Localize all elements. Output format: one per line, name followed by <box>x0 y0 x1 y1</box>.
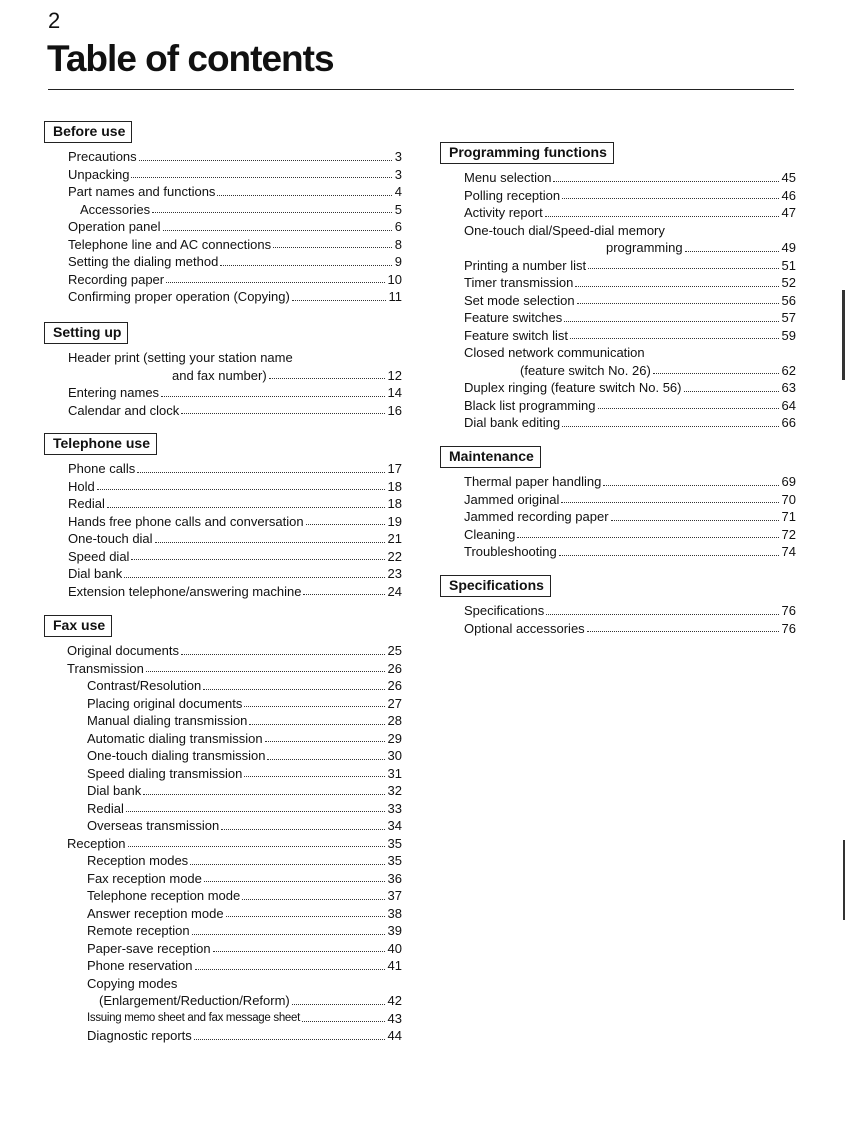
toc-entry[interactable]: Contrast/Resolution 26 <box>87 678 402 693</box>
toc-entry[interactable]: Printing a number list 51 <box>464 257 796 273</box>
toc-entry[interactable]: Confirming proper operation (Copying) 11 <box>68 289 402 304</box>
toc-entry-label: One-touch dial/Speed-dial memory <box>464 222 665 238</box>
toc-entry[interactable]: Manual dialing transmission 28 <box>87 713 402 728</box>
toc-entry[interactable]: Dial bank 23 <box>68 566 402 581</box>
toc-entry[interactable]: Jammed original 70 <box>464 491 796 507</box>
section-fax-use <box>44 615 402 1045</box>
toc-entry[interactable]: Hands free phone calls and conversation 19 <box>68 513 402 529</box>
toc-entry[interactable]: Telephone line and AC connections 8 <box>68 236 402 252</box>
page-number: 2 <box>48 8 61 33</box>
toc-entry[interactable]: Original documents 25 <box>67 643 402 658</box>
toc-entry[interactable]: Phone calls 17 <box>68 461 402 476</box>
section-heading: Maintenance <box>440 446 541 468</box>
toc-entry[interactable]: Placing original documents 27 <box>87 695 402 711</box>
section-telephone-use <box>44 433 402 600</box>
toc-entry[interactable]: programming 49 <box>606 240 796 255</box>
toc-entry[interactable]: Feature switches 57 <box>464 310 796 325</box>
toc-entry[interactable]: Entering names 14 <box>68 385 402 400</box>
section-programming-functions <box>440 142 796 432</box>
toc-entry[interactable]: Remote reception 39 <box>87 923 402 938</box>
section-heading: Before use <box>44 121 132 143</box>
toc-entry[interactable]: Answer reception mode 38 <box>87 905 402 921</box>
toc-entry[interactable]: Speed dialing transmission 31 <box>87 765 402 781</box>
toc-entry[interactable]: Polling reception 46 <box>464 187 796 203</box>
toc-entry[interactable]: Transmission 26 <box>67 660 402 676</box>
toc-entry[interactable]: Jammed recording paper 71 <box>464 509 796 524</box>
toc-entry[interactable]: One-touch dialing transmission 30 <box>87 748 402 763</box>
scan-artifact <box>842 290 845 380</box>
toc-entry[interactable]: Set mode selection 56 <box>464 292 796 308</box>
toc-entry[interactable]: Diagnostic reports 44 <box>87 1028 402 1043</box>
toc-entry[interactable]: Optional accessories 76 <box>464 620 796 636</box>
toc-entry[interactable]: Dial bank 32 <box>87 783 402 798</box>
toc-entry[interactable]: Duplex ringing (feature switch No. 56) 63 <box>464 380 796 395</box>
toc-entry[interactable]: Paper-save reception 40 <box>87 940 402 956</box>
toc-entry[interactable]: Accessories 5 <box>80 201 402 217</box>
toc-entry[interactable]: Extension telephone/answering machine 24 <box>68 583 402 599</box>
toc-entry[interactable]: Reception modes 35 <box>87 853 402 868</box>
toc-entry[interactable]: Specifications 76 <box>464 603 796 618</box>
toc-entry[interactable]: Thermal paper handling 69 <box>464 474 796 489</box>
section-heading: Setting up <box>44 322 128 344</box>
toc-entry[interactable]: Menu selection 45 <box>464 170 796 185</box>
section-specifications <box>440 575 796 637</box>
toc-entry[interactable]: Overseas transmission 34 <box>87 818 402 833</box>
toc-entry[interactable]: Hold 18 <box>68 478 402 494</box>
toc-entry[interactable]: Black list programming 64 <box>464 397 796 413</box>
toc-entry[interactable]: Feature switch list 59 <box>464 327 796 343</box>
toc-entry[interactable]: (feature switch No. 26) 62 <box>520 362 796 378</box>
toc-entry[interactable]: and fax number) 12 <box>172 367 402 383</box>
toc-entry-label: Copying modes <box>87 975 178 991</box>
toc-entry[interactable]: Activity report 47 <box>464 205 796 220</box>
toc-entry[interactable]: Issuing memo sheet and fax message sheet 43 <box>87 1010 402 1026</box>
toc-entry[interactable]: Unpacking 3 <box>68 166 402 182</box>
toc-entry[interactable]: Operation panel 6 <box>68 219 402 234</box>
toc-entry[interactable]: One-touch dial 21 <box>68 531 402 546</box>
title-rule <box>48 89 794 90</box>
toc-entry[interactable]: Reception 35 <box>67 835 402 851</box>
toc-entry[interactable]: Telephone reception mode 37 <box>87 888 402 903</box>
toc-entry[interactable]: Precautions 3 <box>68 149 402 164</box>
section-heading: Specifications <box>440 575 551 597</box>
section-heading: Telephone use <box>44 433 157 455</box>
toc-entry[interactable]: Fax reception mode 36 <box>87 870 402 886</box>
toc-entry[interactable]: Phone reservation 41 <box>87 958 402 973</box>
toc-entry[interactable]: Speed dial 22 <box>68 548 402 564</box>
section-heading: Programming functions <box>440 142 614 164</box>
toc-entry[interactable]: Redial 18 <box>68 496 402 511</box>
toc-entry[interactable]: Setting the dialing method 9 <box>68 254 402 269</box>
toc-entry[interactable]: Calendar and clock 16 <box>68 402 402 418</box>
toc-entry[interactable]: (Enlargement/Reduction/Reform) 42 <box>99 993 402 1008</box>
toc-entry-label: Header print (setting your station name <box>68 350 293 365</box>
toc-entry[interactable]: Recording paper 10 <box>68 271 402 287</box>
scan-artifact <box>843 840 845 920</box>
toc-entry[interactable]: Redial 33 <box>87 800 402 816</box>
section-before-use <box>44 121 402 306</box>
toc-entry[interactable]: Troubleshooting 74 <box>464 544 796 559</box>
toc-entry[interactable]: Automatic dialing transmission 29 <box>87 730 402 746</box>
section-maintenance <box>440 446 796 561</box>
toc-entry[interactable]: Part names and functions 4 <box>68 184 402 199</box>
section-heading: Fax use <box>44 615 112 637</box>
toc-entry[interactable]: Timer transmission 52 <box>464 275 796 290</box>
page-title: Table of contents <box>47 38 334 79</box>
toc-entry-label: Closed network communication <box>464 345 645 360</box>
toc-entry[interactable]: Dial bank editing 66 <box>464 415 796 430</box>
toc-entry[interactable]: Cleaning 72 <box>464 526 796 542</box>
section-setting-up <box>44 322 402 419</box>
